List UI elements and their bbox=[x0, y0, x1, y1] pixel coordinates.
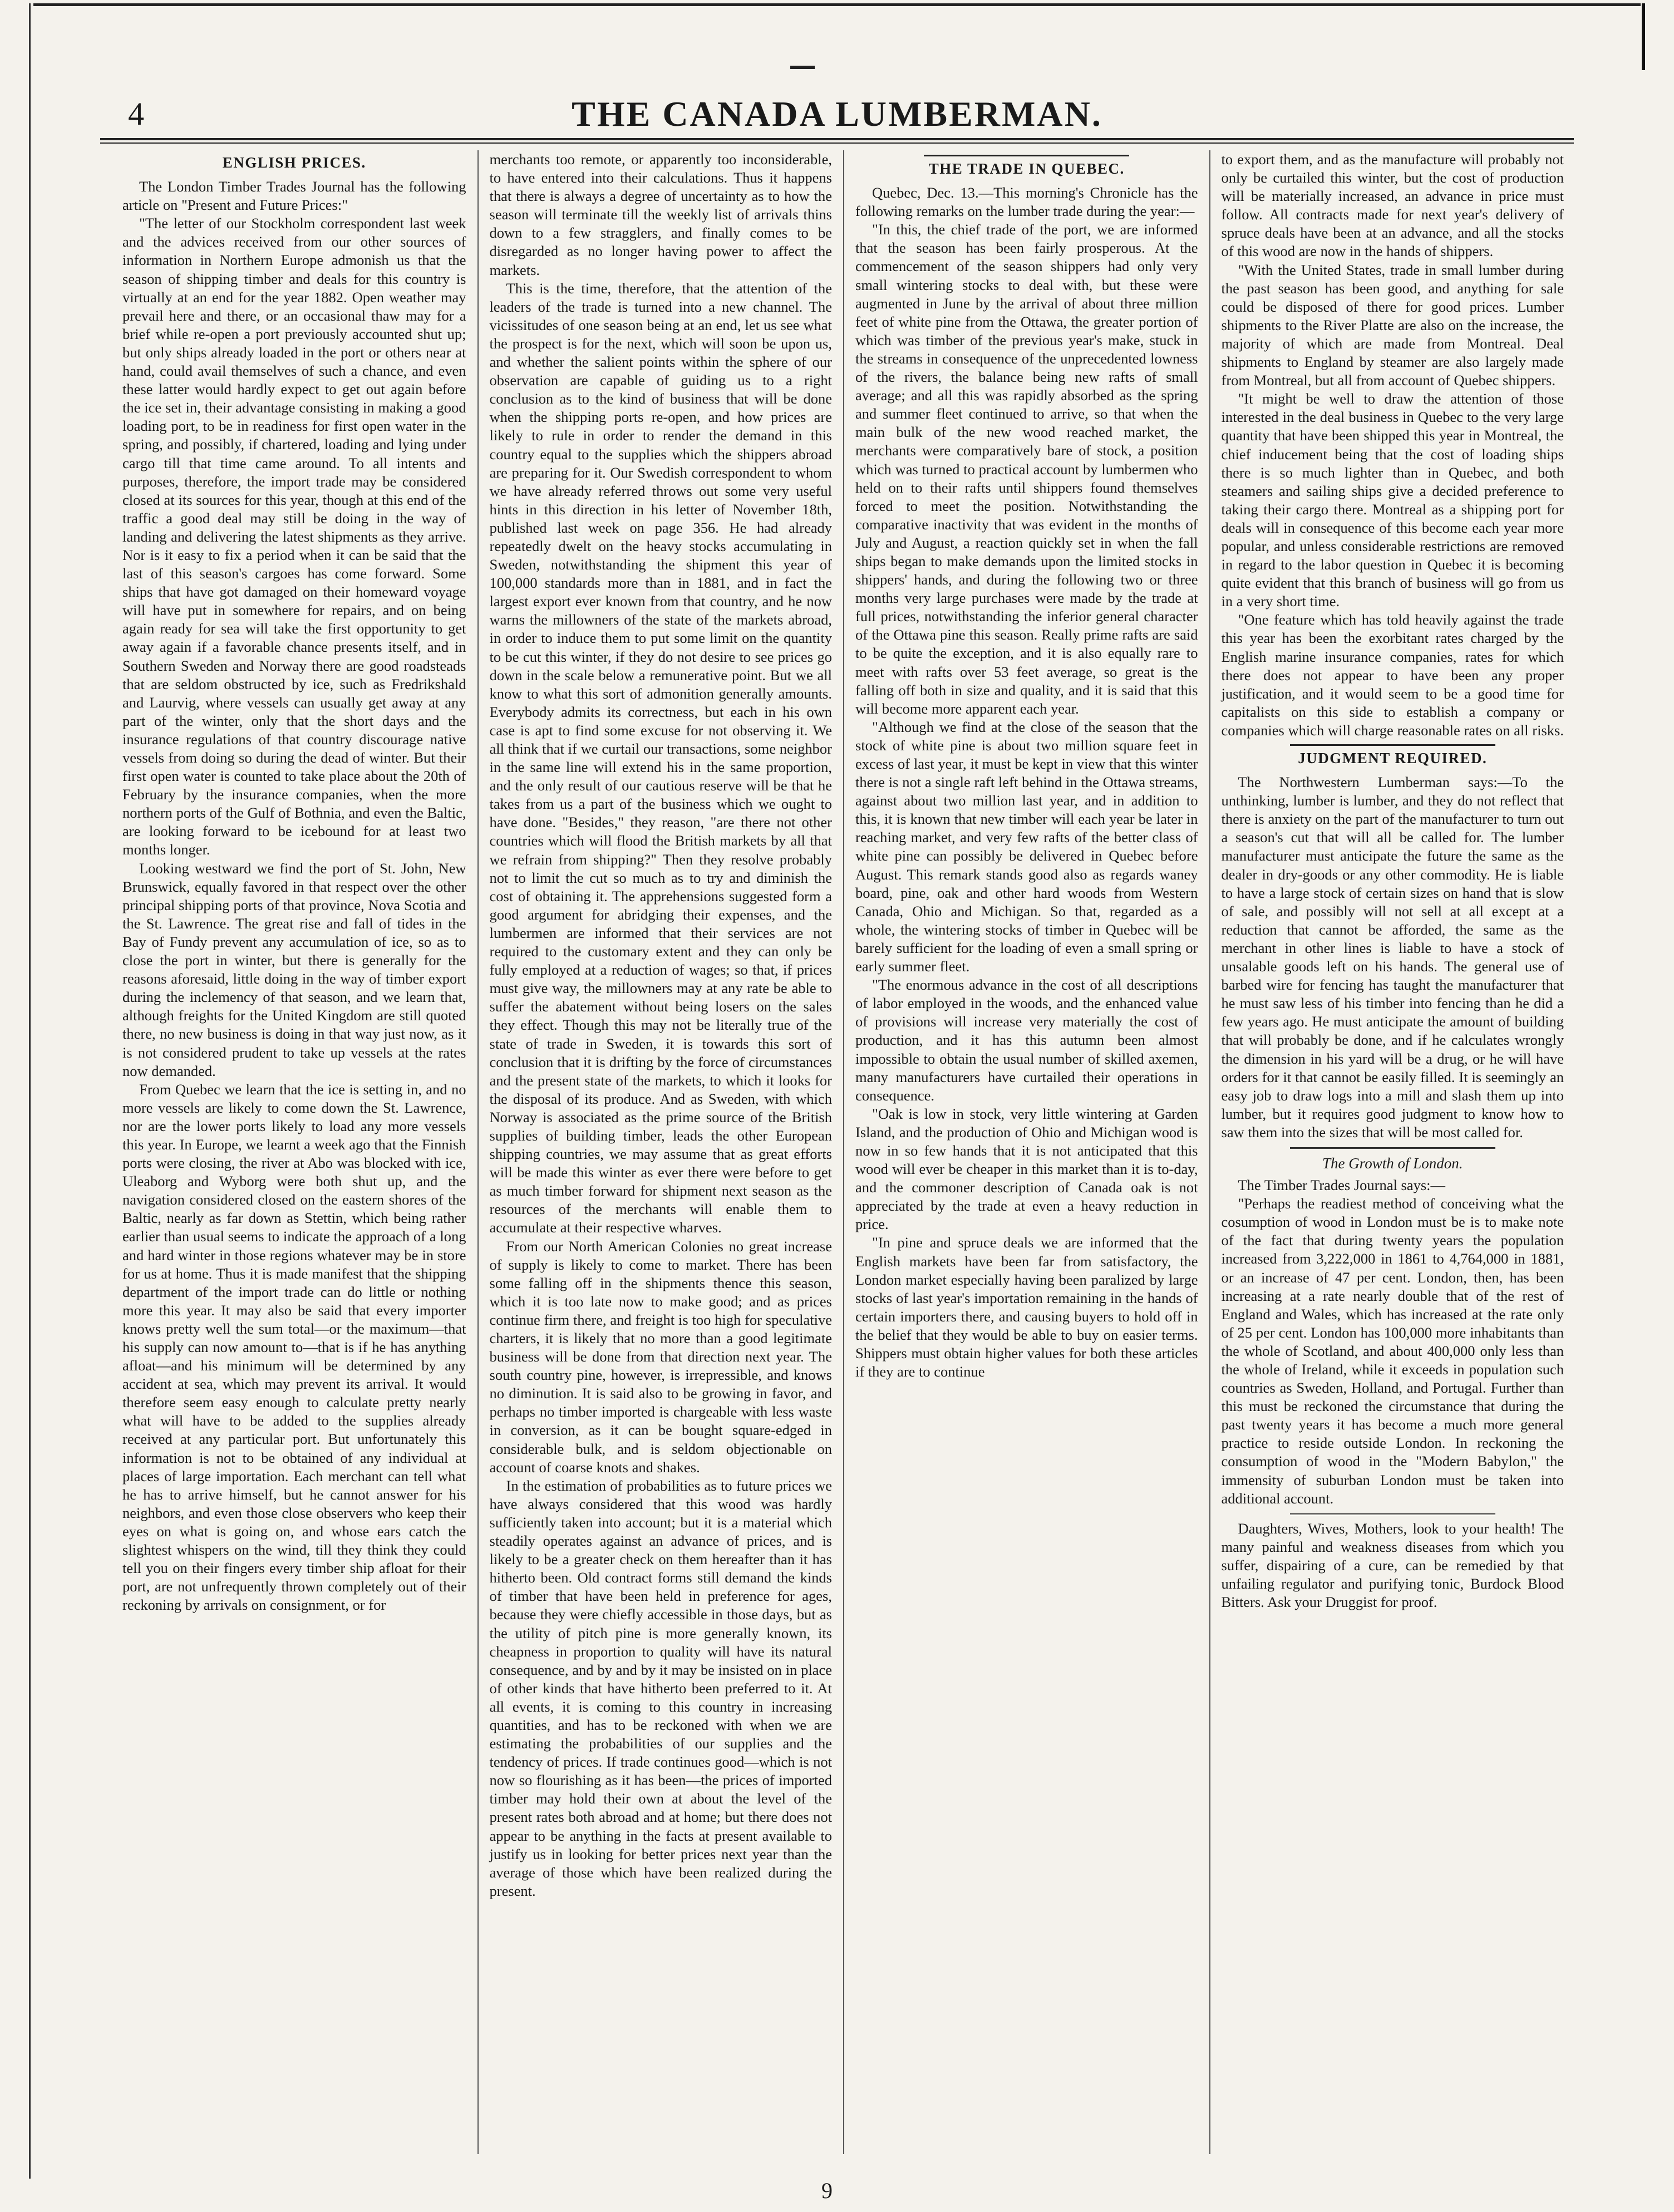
paragraph: The London Timber Trades Journal has the following article on "Present and Future Prices:" bbox=[122, 178, 466, 214]
article-columns bbox=[111, 150, 1575, 2154]
article-title-judgment: JUDGMENT REQUIRED. bbox=[1298, 750, 1488, 766]
article-title-trade-quebec: THE TRADE IN QUEBEC. bbox=[928, 160, 1125, 177]
paragraph: "It might be well to draw the attention of those interested in the deal business in Quebec to the very large quantity that have been shipped this year in Montreal, the chief inducement being that the cost of loading ships there is so much lighter than in Quebec, and both steamers and sailing ships give a decided preference to taking their cargo there. Montreal as a shipping port for deals will in consequence of this become each year more popular, and unless considerable restrictions are removed in regard to the labor question in Quebec it is becoming quite evident that this branch of business will go from us in a very short time. bbox=[1221, 390, 1564, 610]
column-1 bbox=[111, 150, 477, 2154]
paragraph: "With the United States, trade in small lumber during the past season has been good, and anything for sale could be disposed of there for good prices. Lumber shipments to the River Platte are also on the increase, the majority of which are made from Montreal. Deal shipments to England by steamer are also largely made from Montreal, but all from account of Quebec shippers. bbox=[1221, 261, 1564, 389]
page-number: 4 bbox=[128, 96, 144, 132]
publication-title: THE CANADA LUMBERMAN. bbox=[572, 94, 1102, 134]
section-divider bbox=[1290, 1513, 1495, 1515]
article-title-london: The Growth of London. bbox=[1322, 1154, 1463, 1172]
advertisement: Daughters, Wives, Mothers, look to your health! The many painful and weakness diseases from which you suffer, dispairing of a cure, can be remedied by that unfailing regulator and purifying tonic, Burdock Blood Bitters. Ask your Druggist for proof. bbox=[1221, 1520, 1564, 1611]
paragraph: The Timber Trades Journal says:— bbox=[1238, 1177, 1445, 1194]
section-divider bbox=[924, 155, 1129, 156]
column-4 bbox=[1209, 150, 1575, 2154]
column-3 bbox=[843, 150, 1209, 2154]
section-divider bbox=[1290, 744, 1495, 746]
paragraph: "Perhaps the readiest method of conceiving what the cosumption of wood in London must be is to make note of the fact that during twenty years the population increased from 3,222,000 in 1861 to 4,764,000 in 1881, or an increase of 47 per cent. London, then, has been increasing at a rate nearly double that of the rest of England and Wales, which has increased at the rate only of 25 per cent. London has 100,000 more inhabitants than the whole of Scotland, and about 400,000 only less than the whole of Ireland, while it exceeds in population such countries as Sweden, Holland, and Portugal. Further than this must be reckoned the circumstance that during the past twenty years it has become a much more general practice to reside outside London. In reckoning the consumption of wood in the "Modern Babylon," the immensity of suburban London must be taken into additional account. bbox=[1221, 1195, 1564, 1507]
section-divider bbox=[1290, 1147, 1495, 1149]
paragraph: "In pine and spruce deals we are informed that the English markets have been far from satisfactory, the London market especially having been paralized by large stocks of last year's importation remaining in the hands of certain importers there, and causing buyers to hold off in the belief that they would be able to buy on easier terms. Shippers must obtain higher values for both these articles if they are to continue bbox=[855, 1234, 1198, 1380]
right-edge-mark bbox=[1642, 3, 1645, 70]
page-header bbox=[100, 92, 1574, 136]
paragraph: "One feature which has told heavily against the trade this year has been the exorbitant rates charged by the English marine insurance companies, rates for which there does not appear to have been any proper justification, and it would seem to be a good time for capitalists on this side to establish a company or companies which will charge reasonable rates on all risks. bbox=[1221, 611, 1564, 739]
header-rule bbox=[100, 138, 1574, 140]
paragraph: This is the time, therefore, that the attention of the leaders of the trade is turned into a new channel. The vicissitudes of one season being at an end, let us see what the prospect is for the next, which will soon be upon us, and whether the salient points within the sphere of our observation are capable of guiding us to a right conclusion as to the kind of business that will be done when the shipping ports re-open, and how prices are likely to rule in order to render the demand in this country equal to the supplies which the shippers abroad are preparing for it. Our Swedish correspondent to whom we have already referred throws out some very useful hints in this direction in his letter of November 18th, published last week on page 356. He had already repeatedly dwelt on the heavy stocks accumulating in Sweden, notwithstanding the shipment this year of 100,000 standards more than in 1881, and in fact the largest export ever known from that country, and he now warns the millowners of the state of the markets abroad, in order to induce them to put some limit on the quantity to be cut this winter, if they do not desire to see prices go down in the scale below a remunerative point. But we all know to what this sort of admonition generally amounts. Everybody admits its correctness, but each in his own case is apt to find some excuse for not observing it. We all think that if we curtail our transactions, some neighbor in the same line will extend his in the same proportion, and the only result of our cautious reserve will be that he takes from us a part of the business which we ought to have done. "Besides," they reason, "are there not other countries which will flood the British markets by all that we refrain from shipping?" Then they resolve probably not to limit the cut so much as to try and diminish the cost of obtaining it. The apprehensions suggested form a good argument for abridging their expenses, and the lumbermen are informed that their services are not required to the customary extent and they can only be fully employed at a reduction of wages; so that, if prices must give way, the millowners may at any rate be able to suffer the abatement without being losers on the sales they effect. Though this may not be literally true of the state of trade in Sweden, it is towards this sort of conclusion that it is drifting by the force of circumstances and the present state of the markets, to which it looks for the disposal of its produce. And as Sweden, with which Norway is associated as the prime source of the British supplies of building timber, leads the other European shipping countries, we may assume that as great efforts will be made this winter as ever there were before to get as much timber forward for shipment next season as the resources of the merchants will enable them to accumulate at their respective wharves. bbox=[489, 279, 832, 1236]
paragraph: "Although we find at the close of the season that the stock of white pine is about two million square feet in excess of last year, it must be kept in view that this winter there is not a single raft left behind in the Ottawa streams, against about two million last year, and in addition to this, it is known that new timber will each year be later in reaching market, and very few rafts of the better class of white pine can possibly be delivered in Quebec before August. This remark stands good also as regards waney board, pine, oak and other hard woods from Western Canada, Ohio and Michigan. So that, regarded as a whole, the wintering stocks of timber in Quebec will be barely sufficient for the loading of even a small spring or early summer fleet. bbox=[855, 718, 1198, 975]
left-binding-edge bbox=[29, 3, 31, 2179]
paragraph: From Quebec we learn that the ice is setting in, and no more vessels are likely to come down the St. Lawrence, nor are the lower ports likely to load any more vessels this year. In Europe, we learnt a week ago that the Finnish ports were closing, the river at Abo was blocked with ice, Uleaborg and Wyborg were both shut up, and the navigation considered closed on the eastern shores of the Baltic, nearly as far down as Stettin, which being rather earlier than usual seems to indicate the approach of a long and hard winter in those regions whatever may be in store for us at home. Thus it is made manifest that the shipping department of the import trade can do little or nothing more this year. It may also be said that every importer knows pretty well the sum total—or the maximum—that his supply can now amount to—that is if he has anything afloat—and his minimum will be determined by any accident at sea, which may prevent its arrival. It would therefore seem easy enough to calculate pretty nearly what will have to be added to the supplies already received at any particular port. But unfortunately this information is not to be obtained of any individual at places of large importation. Each merchant can tell what he has to arrive himself, but he cannot answer for his neighbors, and even those close observers who keep their eyes on what is going on, and whose ears catch the slightest whispers on the wind, till they think they could tell you on their fingers every timber ship afloat for their port, are not unfrequently thrown completely out of their reckoning by arrivals on consignment, or for bbox=[122, 1080, 466, 1614]
column-2 bbox=[477, 150, 844, 2154]
paragraph: The Northwestern Lumberman says:—To the unthinking, lumber is lumber, and they do not reflect that there is anxiety on the part of the manufacturer to turn out a season's cut that will all be called for. The lumber manufacturer must anticipate the future the same as the dealer in dry-goods or any other commodity. He is liable to have a large stock of certain sizes on hand that is slow of sale, and possibly will not sell at all except at a reduction that cannot be afforded, the same as the merchant in other lines is liable to have a stock of unsalable goods left on his hands. The general use of barbed wire for fencing has taught the manufacturer that he must saw less of his timber into fencing than he did a few years ago. He must anticipate the amount of building that will probably be done, and if he calculates wrongly the dimension in his yard will be a drug, or he will have orders for it that cannot be easily filled. It is seemingly an easy job to draw logs into a mill and slash them up into lumber, but it requires good judgment to know how to saw them into the sizes that will be most called for. bbox=[1221, 774, 1564, 1141]
paragraph: "Oak is low in stock, very little wintering at Garden Island, and the production of Ohio and Michigan wood is now in so few hands that it is not anticipated that this wood will ever be cheaper in this market than it is to-day, and the commoner description of Canada oak is not appreciated by the trade at even a heavy reduction in price. bbox=[855, 1105, 1198, 1233]
paragraph: to export them, and as the manufacture will probably not only be curtailed this winter, but the cost of production will be materially increased, an advance in price must follow. All contracts made for next year's delivery of spruce deals have been at an advance, and all the stocks of this wood are now in the hands of shippers. bbox=[1221, 151, 1564, 260]
paragraph: In the estimation of probabilities as to future prices we have always considered that this wood was hardly sufficiently taken into account; but it is a material which steadily operates against an advance of prices, and is likely to be a greater check on them hereafter than it has hitherto been. Old contract forms still demand the kinds of timber that have been held in preference for ages, because they were chiefly accessible in those days, but as the utility of pitch pine is more generally known, its cheapness in proportion to quality will have its natural consequence, and by and by it may be insisted on in place of other kinds that have hitherto been preferred to it. At all events, it is coming to this country in increasing quantities, and has to be reckoned with when we are estimating the probabilities of our supplies and the tendency of prices. If trade continues good—which is not now so flourishing as it has been—the prices of imported timber may hold their own at about the level of the present rates both abroad and at home; but there does not appear to be anything in the facts at present available to justify us in looking for better prices next year than the average of those which have been realized during the present. bbox=[489, 1477, 832, 1899]
folio-mark: 9 bbox=[821, 2178, 833, 2203]
paragraph: merchants too remote, or apparently too inconsiderable, to have entered into their calculations. Thus it happens that there is always a degree of uncertainty as to how the season will terminate till the weekly list of arrivals thins down to a few stragglers, and finally comes to be disregarded as no longer having power to affect the markets. bbox=[489, 151, 832, 278]
top-border-rule bbox=[33, 3, 1641, 6]
paragraph: "The letter of our Stockholm correspondent last week and the advices received from our other sources of information in Northern Europe admonish us that the season of shipping timber and deals for this country is virtually at an end for the year 1882. Open weather may prevail here and there, or an occasional thaw may for a brief while re-open a port previously accounted shut up; but only ships already loaded in the port or others near at hand, could avail themselves of such a chance, and even these latter would hardly expect to get out again before the ice set in, their advantage consisting in making a good loading port, to be in readiness for first open water in the spring, and possibly, if chartered, loading and lying under cargo till that time came around. To all intents and purposes, therefore, the import trade may be considered closed at its sources for this year, though at this end of the traffic a good deal may still be doing in the way of landing and delivering the latest shipments as they arrive. Nor is it easy to fix a period when it can be said that the last of this season's cargoes has come forward. Some ships that have got damaged on their homeward voyage will have put in somewhere for repairs, and on being again ready for sea will take the first opportunity to get away again if a favorable chance presents itself, and in Southern Sweden and Norway there are good roadsteads that are seldom obstructed by ice, such as Fredrikshald and Laurvig, where vessels can usually get away at any part of the winter, only that the short days and the insurance regulations of that country discourage native vessels from doing so during the dead of winter. But their first open water is counted to take place about the 20th of February by the insurance companies, when the more northern ports of the Gulf of Bothnia, and even the Baltic, are looking forward to be icebound for at least two months longer. bbox=[122, 215, 466, 858]
paragraph: Quebec, Dec. 13.—This morning's Chronicle has the following remarks on the lumber trade during the year:— bbox=[855, 184, 1198, 220]
article-title-english-prices: ENGLISH PRICES. bbox=[222, 154, 366, 171]
header-rule-thin bbox=[100, 142, 1574, 144]
paragraph: "The enormous advance in the cost of all descriptions of labor employed in the woods, and the enhanced value of provisions will increase very materially the cost of production, and it has this autumn been almost impossible to obtain the usual number of skilled axemen, many manufacturers have curtailed their operations in consequence. bbox=[855, 976, 1198, 1104]
paragraph: From our North American Colonies no great increase of supply is likely to come to market. There has been some falling off in the shipments thence this season, which it is too late now to make good; and as prices continue firm there, and freight is too high for speculative charters, it is likely that no more than a good legitimate business will be done from that direction next year. The south country pine, however, is irrepressible, and knows no diminution. It is said also to be growing in favor, and perhaps no timber imported is chargeable with less waste in conversion, as it can be bought square-edged in considerable bulk, and is seldom objectionable on account of coarse knots and shakes. bbox=[489, 1237, 832, 1476]
paragraph: Looking westward we find the port of St. John, New Brunswick, equally favored in that respect over the other principal shipping ports of that province, Nova Scotia and the St. Lawrence. The great rise and fall of tides in the Bay of Fundy prevent any accumulation of ice, so as to close the port in winter, but there is generally for the reasons aforesaid, little doing in the way of timber export during the inclemency of that season, and we learn that, although freights for the United Kingdom are still quoted there, no new business is doing in that way just now, as it is not considered prudent to take up vessels at the rates now demanded. bbox=[122, 859, 466, 1079]
paragraph: "In this, the chief trade of the port, we are informed that the season has been fairly prosperous. At the commencement of the season shippers had only very small wintering stocks to deal with, but these were augmented in June by the arrival of about three million feet of white pine from the Ottawa, the greater portion of which was timber of the previous year's make, stuck in the streams in consequence of the unprecedented lowness of the rivers, the balance being new rafts of small average; and all this was rapidly absorbed as the spring and summer fleet continued to arrive, so that when the main bulk of the new wood reached market, the merchants were comparatively bare of stock, a position which was turned to practical account by lumbermen who held on to their rafts until shippers found themselves forced to meet the position. Notwithstanding the comparative inactivity that was evident in the months of July and August, a reaction quickly set in when the fall ships began to make demands upon the limited stocks in shippers' hands, and during the following two or three months very large purchases were made by the trade at full prices, notwithstanding the inferior general character of the Ottawa pine this season. Really prime rafts are said to be quite the exception, and it is also equally rare to meet with rafts over 53 feet average, so great is the falling off both in size and quality, and it is said that this will become more apparent each year. bbox=[855, 221, 1198, 717]
top-dash-mark bbox=[790, 66, 815, 69]
